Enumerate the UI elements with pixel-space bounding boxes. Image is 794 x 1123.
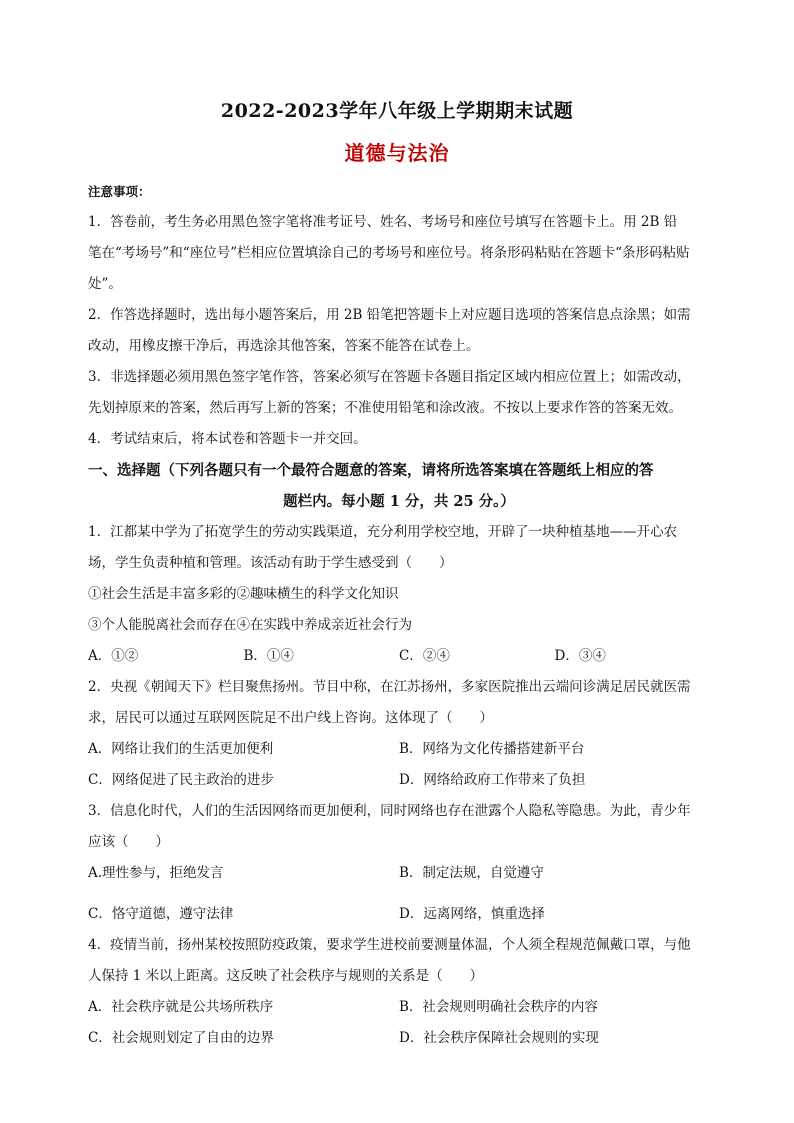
exam-content: [88, 176, 710, 1054]
spacer: [88, 889, 710, 899]
option-b: B．社会规则明确社会秩序的内容: [399, 999, 598, 1015]
question-options: [88, 734, 710, 765]
question-statement: ③个人能脱离社会而存在④在实践中养成亲近社会行为: [88, 617, 412, 633]
notice-line: 先划掉原来的答案，然后再写上新的答案；不准使用铅笔和涂改液。不按以上要求作答的答案无效。: [88, 400, 682, 416]
option-c: C．社会规则划定了自由的边界: [88, 1030, 274, 1046]
option-a: A.理性参与，拒绝发言: [88, 865, 224, 881]
question-stem: 3．信息化时代，人们的生活因网络而更加便利，同时网络也存在泄露个人隐私等隐患。为此，青少年: [88, 803, 691, 819]
option-b: B．网络为文化传播搭建新平台: [399, 741, 585, 757]
question-stem: 人保持 1 米以上距离。这反映了社会秩序与规则的关系是（ ）: [88, 968, 484, 984]
question-stem: 2．央视《朝闻天下》栏目聚焦扬州。节目中称，在江苏扬州，多家医院推出云端问诊满足居民就医需: [88, 679, 691, 695]
question-options: [88, 899, 710, 930]
option-a: A．①②: [88, 648, 139, 664]
question-stem: 4．疫情当前，扬州某校按照防疫政策，要求学生进校前要测量体温，个人须全程规范佩戴口罩，与他: [88, 937, 691, 953]
section-heading: 一、选择题（下列各题只有一个最符合题意的答案，请将所选答案填在答题纸上相应的答: [88, 462, 654, 479]
notice-heading: 注意事项：: [88, 184, 151, 199]
question-stem: 应该（ ）: [88, 834, 169, 850]
section-heading-cont: 题栏内。每小题 1 分，共 25 分。）: [283, 493, 515, 510]
question-options: [88, 765, 710, 796]
question-stem: 求，居民可以通过互联网医院足不出户线上咨询。这体现了（ ）: [88, 710, 493, 726]
question-options: [88, 641, 710, 672]
notice-line: 笔在“考场号”和“座位号”栏相应位置填涂自己的考场号和座位号。将条形码粘贴在答题卡“条形码粘贴: [88, 245, 690, 261]
question-options: [88, 992, 710, 1023]
notice-line: 2．作答选择题时，选出每小题答案后，用 2B 铅笔把答题卡上对应题目选项的答案信息点涂黑；如需: [88, 307, 691, 323]
question-statement: ①社会生活是丰富多彩的②趣味横生的科学文化知识: [88, 586, 399, 602]
question-options: [88, 858, 710, 889]
notice-line: 改动，用橡皮擦干净后，再选涂其他答案，答案不能答在试卷上。: [88, 338, 480, 354]
option-d: D．远离网络，慎重选择: [399, 906, 545, 922]
option-d: D．网络给政府工作带来了负担: [399, 772, 586, 788]
option-b: B．①④: [243, 648, 294, 664]
exam-subject: 道德与法治: [344, 141, 450, 165]
option-c: C．②④: [399, 648, 450, 664]
notice-line: 1．答卷前，考生务必用黑色签字笔将准考证号、姓名、考场号和座位号填写在答题卡上。用 2B 铅: [88, 214, 678, 230]
notice-line: 3．非选择题必须用黑色签字笔作答，答案必须写在答题卡各题目指定区域内相应位置上；如需改动，: [88, 369, 691, 385]
option-d: D．社会秩序保障社会规则的实现: [399, 1030, 599, 1046]
question-stem: 场，学生负责种植和管理。该活动有助于学生感受到（ ）: [88, 555, 453, 571]
option-d: D．③④: [554, 648, 606, 664]
question-options: [88, 1023, 710, 1054]
exam-title: 2022-2023学年八年级上学期期末试题: [220, 100, 574, 122]
question-stem: 1．江都某中学为了拓宽学生的劳动实践渠道，充分利用学校空地，开辟了一块种植基地——开心农: [88, 524, 678, 540]
option-a: A．社会秩序就是公共场所秩序: [88, 999, 274, 1015]
notice-line: 处”。: [88, 276, 122, 292]
option-b: B．制定法规，自觉遵守: [399, 865, 544, 881]
option-c: C．恪守道德，遵守法律: [88, 906, 234, 922]
option-a: A．网络让我们的生活更加便利: [88, 741, 274, 757]
option-c: C．网络促进了民主政治的进步: [88, 772, 274, 788]
notice-line: 4．考试结束后，将本试卷和答题卡一并交回。: [88, 431, 367, 447]
